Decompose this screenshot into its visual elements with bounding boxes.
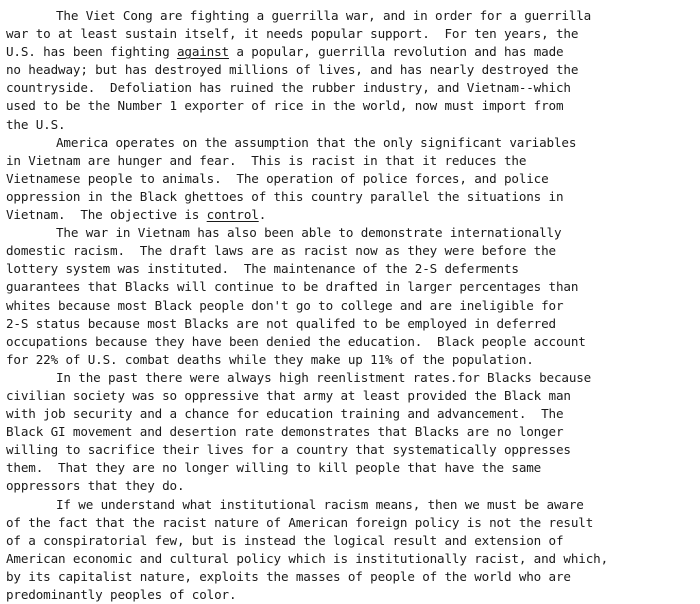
text-line <box>6 586 696 604</box>
text-line <box>6 7 696 25</box>
text-line <box>6 351 696 369</box>
line-text: predominantly peoples of color. <box>6 587 237 602</box>
text-line <box>6 315 696 333</box>
line-text-tail: a popular, guerrilla revolution and has made <box>228 44 564 60</box>
line-text: by its capitalist nature, exploits the masses of people of the world who are <box>6 568 571 584</box>
line-text: oppressors that they do. <box>6 478 185 494</box>
line-text: Vietnam. The objective is <box>6 207 207 223</box>
line-text: If we understand what institutional racism means, then we must be aware <box>56 496 584 512</box>
line-text: used to be the Number 1 exporter of rice in the world, now must import from <box>6 98 564 114</box>
line-text: countryside. Defoliation has ruined the rubber industry, and Vietnam--which <box>6 80 571 96</box>
line-text: guarantees that Blacks will continue to be drafted in larger percentages than <box>6 279 579 295</box>
text-line <box>6 459 696 477</box>
line-text: no headway; but has destroyed millions of lives, and has nearly destroyed the <box>6 62 579 78</box>
text-line <box>6 43 696 61</box>
line-text-tail: . <box>258 207 267 223</box>
text-line <box>6 25 696 43</box>
text-line <box>6 550 696 568</box>
line-text: occupations because they have been denied the education. Black people account <box>6 333 586 349</box>
line-text: oppression in the Black ghettoes of this country parallel the situations in <box>6 188 564 204</box>
paragraph <box>6 134 696 224</box>
underlined-word: against <box>176 44 229 60</box>
text-line <box>6 441 696 459</box>
text-line <box>6 116 696 134</box>
text-line <box>6 224 696 242</box>
text-line <box>6 369 696 387</box>
text-line <box>6 568 696 586</box>
paragraph <box>6 369 696 496</box>
line-text: for 22% of U.S. combat deaths while they make up 11% of the population. <box>6 351 534 367</box>
paragraph <box>6 224 696 369</box>
text-line <box>6 134 696 152</box>
line-text: willing to sacrifice their lives for a country that systematically oppresses <box>6 442 571 458</box>
text-line <box>6 297 696 315</box>
text-line <box>6 514 696 532</box>
line-text: with job security and a chance for education training and advancement. The <box>6 406 564 422</box>
paragraph <box>6 7 696 134</box>
line-text: them. That they are no longer willing to kill people that have the same <box>6 460 542 476</box>
line-text: The Viet Cong are fighting a guerrilla war, and in order for a guerrilla <box>56 8 592 23</box>
text-line <box>6 206 696 224</box>
document-page <box>6 7 696 604</box>
text-line <box>6 188 696 206</box>
line-text: In the past there were always high reenlistment rates.for Blacks because <box>56 369 592 385</box>
line-text: civilian society was so oppressive that army at least provided the Black man <box>6 387 571 403</box>
text-line <box>6 97 696 115</box>
line-text: American economic and cultural policy which is institutionally racist, and which, <box>6 550 608 566</box>
line-text: 2-S status because most Blacks are not qualifed to be employed in deferred <box>6 315 556 331</box>
line-text: the U.S. <box>6 116 66 132</box>
line-text: of a conspiratorial few, but is instead the logical result and extension of <box>6 532 564 548</box>
text-line <box>6 242 696 260</box>
text-line <box>6 170 696 188</box>
text-line <box>6 61 696 79</box>
text-line <box>6 152 696 170</box>
line-text: Black GI movement and desertion rate demonstrates that Blacks are no longer <box>6 424 564 440</box>
text-line <box>6 532 696 550</box>
text-line <box>6 333 696 351</box>
underlined-word: control <box>206 207 259 223</box>
line-text: U.S. has been fighting <box>6 44 177 60</box>
text-line <box>6 260 696 278</box>
text-line <box>6 387 696 405</box>
text-line <box>6 423 696 441</box>
line-text: domestic racism. The draft laws are as racist now as they were before the <box>6 243 556 259</box>
line-text: whites because most Black people don't go to college and are ineligible for <box>6 297 564 313</box>
text-line <box>6 496 696 514</box>
line-text: of the fact that the racist nature of American foreign policy is not the result <box>6 514 594 530</box>
text-line <box>6 278 696 296</box>
paragraph <box>6 496 696 604</box>
text-line <box>6 477 696 495</box>
line-text: in Vietnam are hunger and fear. This is racist in that it reduces the <box>6 152 527 168</box>
line-text: war to at least sustain itself, it needs popular support. For ten years, the <box>6 26 579 42</box>
line-text: The war in Vietnam has also been able to demonstrate internationally <box>56 225 562 241</box>
line-text: America operates on the assumption that the only significant variables <box>56 134 577 150</box>
line-text: Vietnamese people to animals. The operation of police forces, and police <box>6 170 549 186</box>
text-line <box>6 405 696 423</box>
text-line <box>6 79 696 97</box>
line-text: lottery system was instituted. The maintenance of the 2-S deferments <box>6 261 519 277</box>
